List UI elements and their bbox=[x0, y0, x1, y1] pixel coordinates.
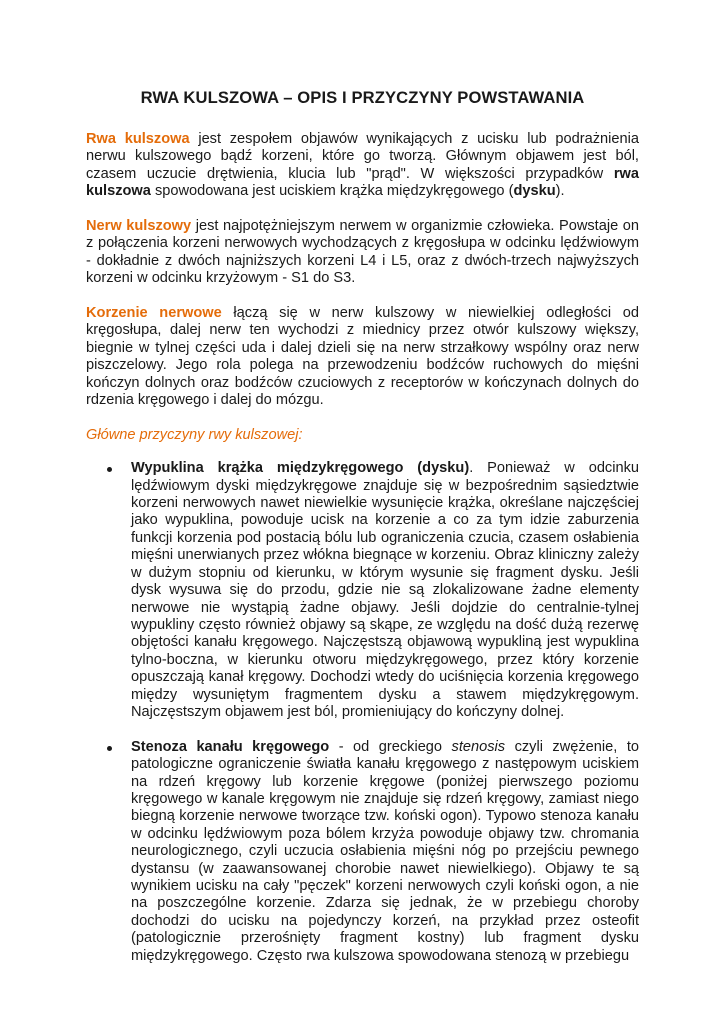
list-item-stenoza bbox=[86, 739, 639, 965]
text: - od greckiego bbox=[329, 738, 452, 755]
text: jest zespołem objawów wynikających z ucisku lub podrażnienia nerwu kulszowego bądź korzeni, które go tworzą. Głównym objawem jest ból, czasem uczucie drętwienia, klucia lub "prąd". W większości przypadków bbox=[86, 131, 639, 182]
text: spowodowana jest uciskiem krążka międzykręgowego ( bbox=[150, 183, 514, 200]
term-italic: stenosis bbox=[451, 738, 506, 755]
term-bold: dysku bbox=[513, 183, 556, 200]
list-item-text bbox=[131, 460, 639, 721]
text: jest najpotężniejszym nerwem w organizmie człowieka. Powstaje on z połączenia korzeni nerwowych wychodzących z kręgosłupa w odcinku lędźwiowym - dokładnie z dwóch najniższych korzeni L4 i L5, oraz z dwóch-trzech najwyższych korzeni w odcinku krzyżowym - S1 do S3. bbox=[86, 218, 639, 287]
term-nerw-kulszowy: Nerw kulszowy bbox=[86, 218, 192, 235]
text: łączą się w nerw kulszowy w niewielkiej odległości od kręgosłupa, dalej nerw ten wychodzi z miednicy przez otwór kulszowy większy, biegnie w tylnej części uda i dalej dzieli się na nerw strzałkowy wspólny oraz nerw piszczelowy. Jego rola polega na przewodzeniu bodźców ruchowych do mięśni kończyn dolnych oraz bodźców czuciowych z receptorów w kończynach dolnych do rdzenia kręgowego i dalej do mózgu. bbox=[86, 305, 639, 409]
bullet-icon bbox=[107, 467, 112, 472]
causes-list bbox=[86, 460, 639, 965]
causes-heading: Główne przyczyny rwy kulszowej: bbox=[86, 426, 303, 443]
term-bold: Stenoza kanału kręgowego bbox=[131, 738, 330, 755]
list-item-text bbox=[131, 739, 639, 965]
text: czyli zwężenie, to patologiczne ograniczenie światła kanału kręgowego z następowym uciskiem na rdzeń kręgowy lub korzenie kręgowe (poniżej pierwszego poziomu kręgowego w kanale kręgowym nie znajduje się rdzeń kręgowy, zamiast niego biegną korzenie nerwowe tworzące tzw. koński ogon). Typowo stenoza kanału w odcinku lędźwiowym poza bólem krzyża powoduje objawy tzw. chromania neurologicznego, czyli uczucia osłabienia mięśni nóg po przejściu pewnego dystansu (w zaawansowanej chorobie nawet niewielkiego). Objawy te są wynikiem ucisku na cały "pęczek" korzeni nerwowych czyli koński ogon, a nie na poszczególne korzenie. Zdarza się jednak, że w przebiegu choroby dochodzi do ucisku na pojedynczy korzeń, na przykład przez osteofit (patologicznie przerośnięty fragment kostny) lub fragment dysku międzykręgowego. Często rwa kulszowa spowodowana stenozą w przebiegu bbox=[131, 738, 639, 964]
bullet-icon bbox=[107, 746, 112, 751]
term-bold: rwa kulszowa bbox=[86, 165, 639, 200]
page-title: RWA KULSZOWA – OPIS I PRZYCZYNY POWSTAWANIA bbox=[140, 88, 585, 107]
paragraph-nerw-kulszowy bbox=[86, 218, 639, 288]
text: ). bbox=[555, 183, 565, 200]
term-bold: Wypuklina krążka międzykręgowego (dysku) bbox=[131, 460, 470, 477]
term-korzenie-nerwowe: Korzenie nerwowe bbox=[86, 305, 222, 322]
list-item-dysk bbox=[86, 460, 639, 721]
paragraph-korzenie-nerwowe bbox=[86, 305, 639, 409]
paragraph-rwa-kulszowa bbox=[86, 131, 639, 201]
term-rwa-kulszowa: Rwa kulszowa bbox=[86, 131, 190, 147]
text: . Ponieważ w odcinku lędźwiowym dyski międzykręgowe znajduje się w bezpośrednim sąsiedztwie korzeni nerwowych nawet niewielkie wysunięcie krążka, określane najczęściej jako wypuklina, powoduje ucisk na korzenie a co za tym idzie zaburzenia funkcji korzenia pod postacią bólu lub ograniczenia czucia, czasem osłabienia mięśni unerwianych przez włókna biegnące w korzeniu. Obraz kliniczny zależy w dużym stopniu od kierunku, w którym wysunie się fragment dysku. Jeśli dysk wysuwa się do przodu, gdzie nie są zlokalizowane żadne elementy nerwowe nie wystąpią żadne objawy. Jeśli dojdzie do centralnie-tylnej wypukliny często również objawy są skąpe, ze względu na dość dużą rezerwę objętości kanału kręgowego. Najczęstszą objawową wypukliną jest wypuklina tylno-boczna, w kierunku otworu międzykręgowego, przez który korzenie opuszczają kanał kręgowy. Dochodzi wtedy do uciśnięcia korzenia kręgowego między wysuniętym fragmentem dysku a stawem międzykręgowym. Najczęstszym objawem jest ból, promieniujący do kończyny dolnej. bbox=[131, 460, 640, 720]
